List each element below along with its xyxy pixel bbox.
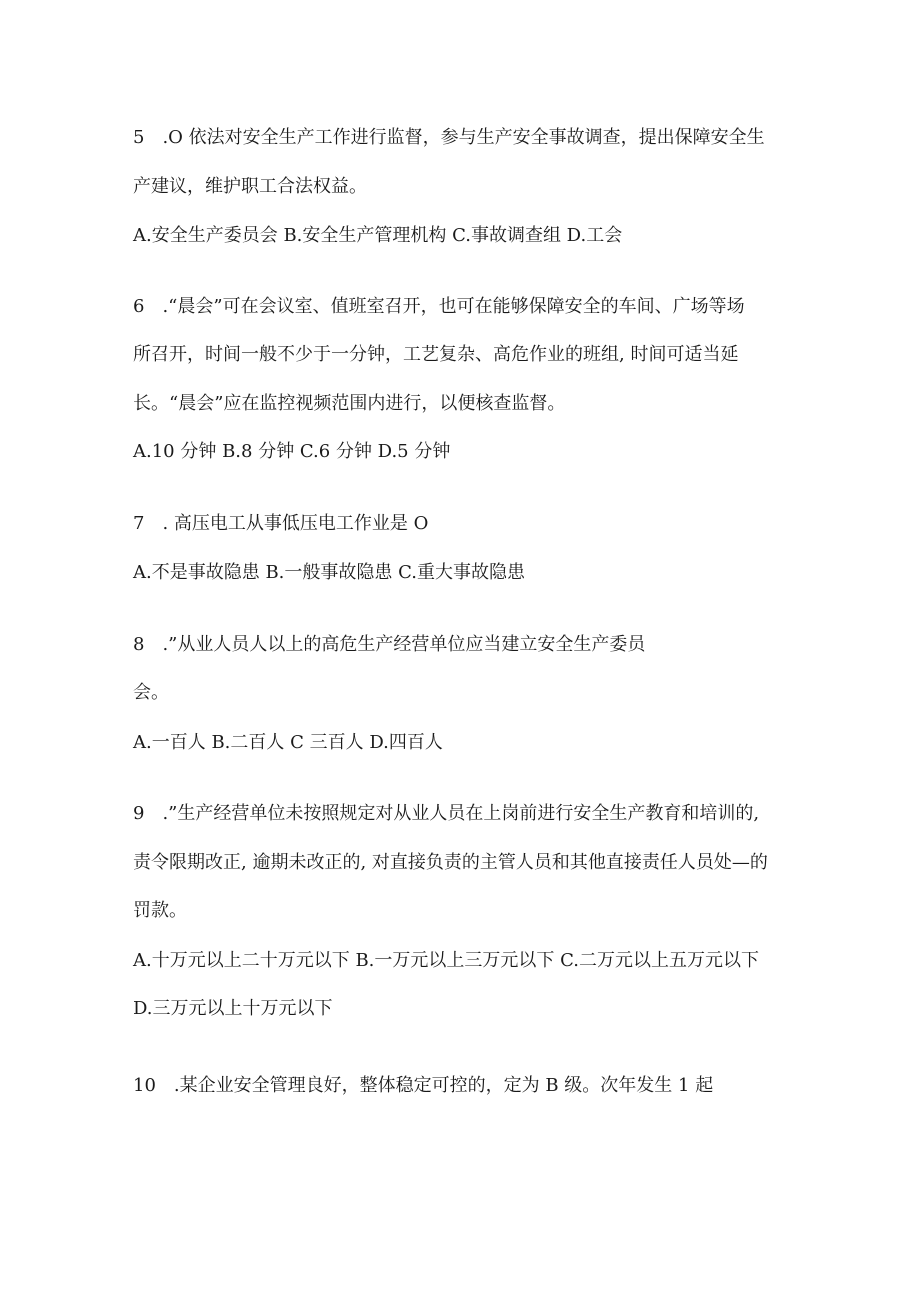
question-8-line-2: 会。 xyxy=(133,682,169,703)
question-9-options-1: A.十万元以上二十万元以下 B.一万元以上三万元以下 C.二万元以上五万元以下 xyxy=(133,950,759,971)
question-8-options: A.一百人 B.二百人 C 三百人 D.四百人 xyxy=(133,732,443,753)
question-9-options-2: D.三万元以上十万元以下 xyxy=(133,998,333,1019)
question-9-line-2: 责令限期改正, 逾期未改正的, 对直接负责的主管人员和其他直接责任人员处—的 xyxy=(133,852,768,873)
question-6-line-3: 长。“晨会”应在监控视频范围内进行，以便核查监督。 xyxy=(133,393,566,414)
question-8-line-1: 8 .”从业人员人以上的高危生产经营单位应当建立安全生产委员 xyxy=(133,634,646,655)
question-7-line-1: 7 . 高压电工从事低压电工作业是 O xyxy=(133,513,429,534)
question-5-options: A.安全生产委员会 B.安全生产管理机构 C.事故调查组 D.工会 xyxy=(133,225,623,246)
question-6-line-2: 所召开，时间一般不少于一分钟，工艺复杂、高危作业的班组, 时间可适当延 xyxy=(133,344,739,365)
question-7-options: A.不是事故隐患 B.一般事故隐患 C.重大事故隐患 xyxy=(133,562,525,583)
question-9-line-1: 9 .”生产经营单位未按照规定对从业人员在上岗前进行安全生产教育和培训的, xyxy=(133,803,760,824)
question-9-line-3: 罚款。 xyxy=(133,900,187,921)
question-10-line-1: 10 .某企业安全管理良好，整体稳定可控的，定为 B 级。次年发生 1 起 xyxy=(133,1075,714,1096)
question-5-line-2: 产建议，维护职工合法权益。 xyxy=(133,176,367,197)
question-6-line-1: 6 .“晨会”可在会议室、值班室召开，也可在能够保障安全的车间、广场等场 xyxy=(133,296,745,317)
question-5-line-1: 5 .O 依法对安全生产工作进行监督，参与生产安全事故调查，提出保障安全生 xyxy=(133,127,765,148)
question-6-options: A.10 分钟 B.8 分钟 C.6 分钟 D.5 分钟 xyxy=(133,441,451,462)
